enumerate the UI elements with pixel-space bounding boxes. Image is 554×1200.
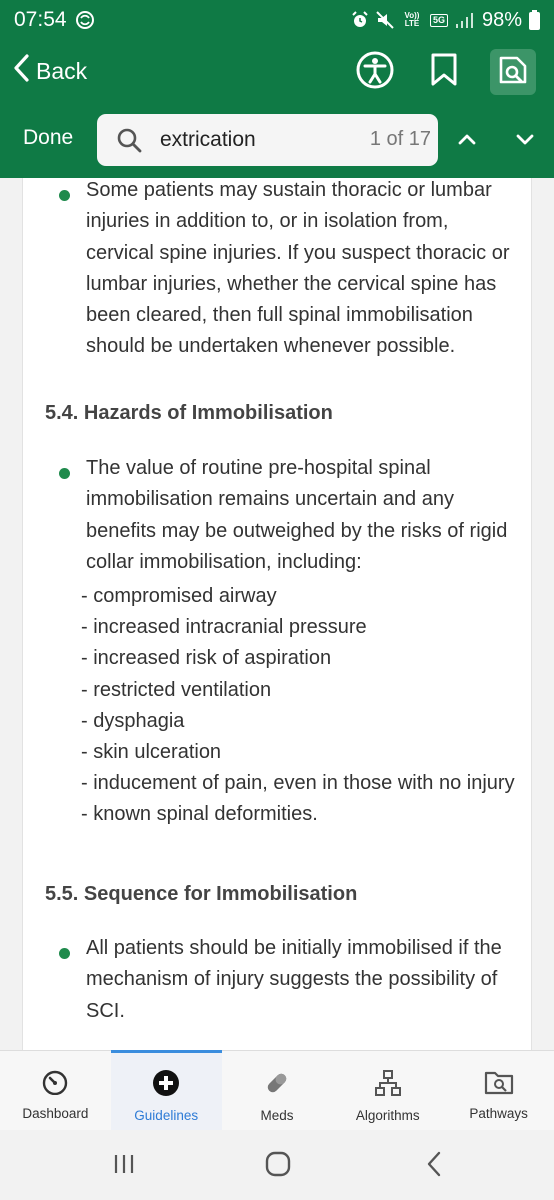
- chevron-left-icon: [12, 53, 30, 89]
- done-button[interactable]: Done: [23, 126, 74, 149]
- back-button[interactable]: [12, 52, 87, 90]
- bullet-icon: [59, 190, 70, 201]
- tab-label: Dashboard: [22, 1106, 89, 1121]
- search-row: [0, 112, 554, 168]
- search-box[interactable]: [97, 114, 438, 166]
- next-match-button[interactable]: [508, 124, 542, 158]
- sync-icon: [75, 10, 95, 30]
- tab-label: Guidelines: [134, 1108, 199, 1123]
- gauge-icon: [41, 1069, 69, 1100]
- guideline-content[interactable]: [0, 178, 554, 1050]
- system-navigation-bar: [0, 1130, 554, 1200]
- hazards-bullet-text: The value of routine pre-hospital spinal immobilisation remains uncertain and any benefits may be outweighed by the risks of rigid collar immobilisation, including:: [86, 457, 508, 573]
- system-back-button[interactable]: [414, 1152, 454, 1180]
- tab-algorithms[interactable]: [332, 1051, 443, 1130]
- section-heading-5-5: 5.5. Sequence for Immobilisation: [45, 883, 358, 905]
- guideline-card: [22, 178, 532, 1050]
- match-count: 1 of 17: [369, 128, 431, 150]
- recent-apps-icon: [112, 1152, 136, 1181]
- hazard-item: - restricted ventilation: [81, 678, 272, 701]
- find-in-page-button[interactable]: [490, 49, 536, 95]
- back-label: Back: [36, 57, 88, 84]
- tab-label: Algorithms: [355, 1108, 420, 1123]
- search-input[interactable]: [160, 128, 350, 152]
- sequence-bullet-text: All patients should be initially immobilised if the mechanism of injury suggests the possibility of SCI.: [86, 937, 502, 1022]
- chevron-up-icon: [457, 132, 477, 151]
- hazard-item: - inducement of pain, even in those with no injury: [81, 772, 515, 795]
- tab-label: Meds: [260, 1108, 294, 1123]
- home-button[interactable]: [258, 1152, 298, 1180]
- hazard-item: - increased risk of aspiration: [81, 647, 332, 670]
- bullet-icon: [59, 468, 70, 479]
- bottom-tab-bar: [0, 1050, 554, 1130]
- nav-row: [0, 40, 554, 104]
- network-type: 5G: [430, 14, 448, 27]
- accessibility-icon: [355, 50, 395, 95]
- hazard-item: - compromised airway: [81, 585, 277, 607]
- tab-label: Pathways: [469, 1106, 528, 1121]
- chevron-down-icon: [515, 132, 535, 151]
- home-icon: [265, 1151, 291, 1182]
- battery-icon: [529, 10, 540, 30]
- volte-indicator: Vo)) LTE: [404, 11, 420, 28]
- app-header: [0, 40, 554, 178]
- previous-match-button[interactable]: [450, 124, 484, 158]
- hierarchy-icon: [374, 1069, 402, 1102]
- bookmark-button[interactable]: [421, 49, 467, 95]
- hazards-list: [81, 581, 526, 831]
- mute-icon: [376, 11, 394, 29]
- intro-bullet-text: Some patients may sustain thoracic or lumbar injuries in addition to, or in isolation from, cervical spine injuries. If you suspect thoracic or lumbar injuries, whether the cervical spine has been cleared, then full spinal immobilisation should be undertaken whenever possible.: [86, 179, 510, 358]
- accessibility-button[interactable]: [352, 49, 398, 95]
- status-bar: [0, 0, 554, 40]
- hazard-item: - skin ulceration: [81, 741, 222, 764]
- battery-level: 98%: [481, 8, 522, 31]
- signal-icon: [455, 12, 475, 28]
- folder-search-icon: [484, 1069, 514, 1100]
- tab-pathways[interactable]: [443, 1051, 554, 1130]
- pill-icon: [263, 1069, 291, 1102]
- recent-apps-button[interactable]: [104, 1152, 144, 1180]
- section-heading-5-4: 5.4. Hazards of Immobilisation: [45, 402, 333, 424]
- search-icon: [116, 126, 144, 154]
- medical-cross-icon: [152, 1069, 180, 1102]
- bullet-icon: [59, 948, 70, 959]
- hazard-item: - dysphagia: [81, 709, 185, 732]
- status-right: [351, 9, 540, 32]
- tab-dashboard[interactable]: [0, 1051, 111, 1130]
- tab-meds[interactable]: [222, 1051, 333, 1130]
- status-time: 07:54: [14, 8, 67, 31]
- tab-guidelines[interactable]: [111, 1051, 222, 1130]
- hazard-item: - known spinal deformities.: [81, 803, 318, 826]
- alarm-icon: [351, 11, 369, 29]
- status-left: [14, 8, 95, 32]
- search-document-icon: [497, 54, 529, 91]
- hazard-item: - increased intracranial pressure: [81, 616, 367, 639]
- back-arrow-icon: [426, 1151, 442, 1182]
- bookmark-icon: [430, 53, 458, 92]
